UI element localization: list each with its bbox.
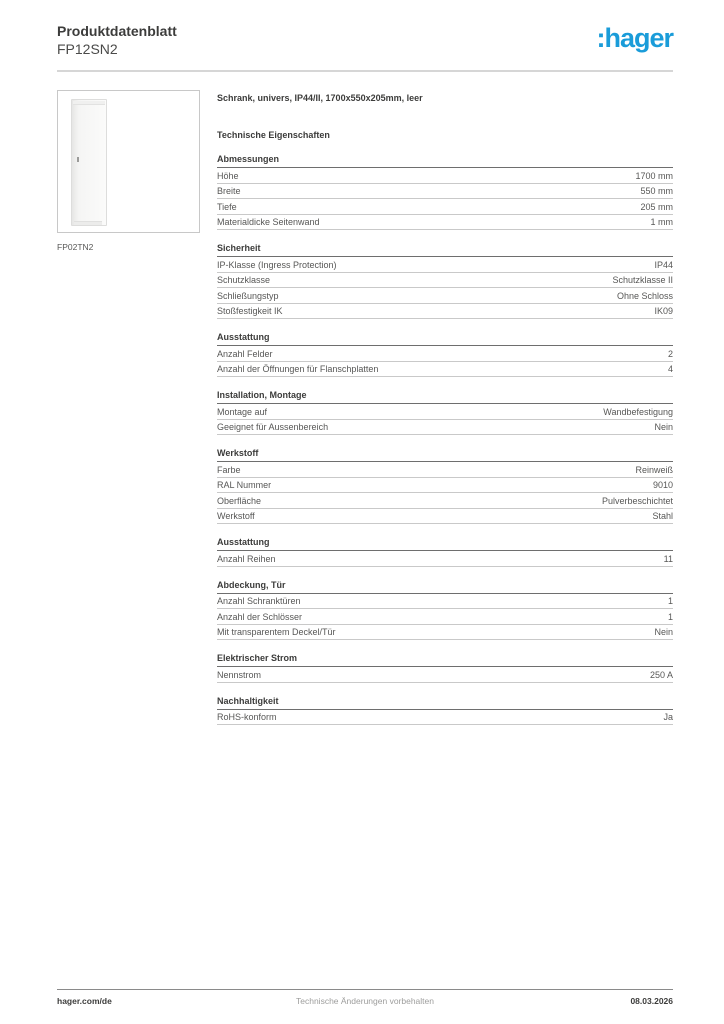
spec-section bbox=[217, 448, 673, 524]
section-title: Sicherheit bbox=[217, 243, 673, 257]
spec-row bbox=[217, 667, 673, 683]
spec-section bbox=[217, 580, 673, 641]
spec-value: Nein bbox=[654, 627, 673, 638]
section-title: Abdeckung, Tür bbox=[217, 580, 673, 594]
product-image bbox=[57, 90, 200, 233]
cabinet-hinge bbox=[77, 157, 79, 162]
spec-value: 1 bbox=[667, 596, 673, 607]
spec-value: 1700 mm bbox=[635, 170, 673, 181]
product-description: Schrank, univers, IP44/II, 1700x550x205mm, leer bbox=[217, 93, 423, 104]
spec-label: IP-Klasse (Ingress Protection) bbox=[217, 259, 337, 270]
spec-label: Anzahl der Schlösser bbox=[217, 611, 303, 622]
spec-row bbox=[217, 551, 673, 567]
spec-label: Breite bbox=[217, 186, 241, 197]
cabinet-illustration bbox=[71, 99, 107, 226]
spec-row bbox=[217, 215, 673, 231]
spec-label: Farbe bbox=[217, 464, 241, 475]
spec-value: 4 bbox=[667, 364, 673, 375]
footer-website-link[interactable]: hager.com/de bbox=[57, 996, 112, 1006]
spec-label: Stoßfestigkeit IK bbox=[217, 306, 283, 317]
cabinet-plinth bbox=[74, 221, 102, 225]
spec-value: 250 A bbox=[649, 669, 673, 680]
spec-label: Anzahl Schranktüren bbox=[217, 596, 301, 607]
spec-label: Anzahl der Öffnungen für Flanschplatten bbox=[217, 364, 379, 375]
tech-properties-heading: Technische Eigenschaften bbox=[217, 130, 330, 141]
spec-row bbox=[217, 710, 673, 726]
product-code: FP12SN2 bbox=[57, 41, 118, 58]
spec-value: Schutzklasse II bbox=[612, 275, 673, 286]
spec-value: Pulverbeschichtet bbox=[601, 495, 673, 506]
section-title: Ausstattung bbox=[217, 332, 673, 346]
spec-row bbox=[217, 625, 673, 641]
main-content bbox=[57, 90, 673, 738]
spec-section bbox=[217, 653, 673, 683]
spec-label: Schutzklasse bbox=[217, 275, 271, 286]
section-title: Nachhaltigkeit bbox=[217, 696, 673, 710]
spec-row bbox=[217, 346, 673, 362]
spec-value: Ja bbox=[663, 712, 673, 723]
spec-row bbox=[217, 288, 673, 304]
section-title: Installation, Montage bbox=[217, 390, 673, 404]
spec-value: 550 mm bbox=[640, 186, 673, 197]
spec-section bbox=[217, 332, 673, 377]
section-title: Abmessungen bbox=[217, 154, 673, 168]
spec-label: Mit transparentem Deckel/Tür bbox=[217, 627, 336, 638]
spec-row bbox=[217, 420, 673, 436]
spec-row bbox=[217, 199, 673, 215]
footer-date: 08.03.2026 bbox=[630, 996, 673, 1006]
spec-value: Stahl bbox=[652, 511, 673, 522]
spec-label: RAL Nummer bbox=[217, 480, 272, 491]
spec-label: Montage auf bbox=[217, 406, 268, 417]
spec-row bbox=[217, 257, 673, 273]
spec-row bbox=[217, 493, 673, 509]
spec-section bbox=[217, 390, 673, 435]
spec-row bbox=[217, 609, 673, 625]
spec-label: Oberfläche bbox=[217, 495, 262, 506]
spec-row bbox=[217, 478, 673, 494]
spec-section bbox=[217, 696, 673, 726]
page-title: Produktdatenblatt bbox=[57, 23, 177, 39]
spec-label: Nennstrom bbox=[217, 669, 262, 680]
spec-label: Geeignet für Aussenbereich bbox=[217, 422, 329, 433]
spec-row bbox=[217, 304, 673, 320]
spec-row bbox=[217, 184, 673, 200]
hager-logo: :hager bbox=[596, 23, 673, 53]
spec-label: Anzahl Felder bbox=[217, 348, 273, 359]
spec-label: Anzahl Reihen bbox=[217, 553, 276, 564]
spec-label: Materialdicke Seitenwand bbox=[217, 217, 320, 228]
spec-column bbox=[217, 90, 673, 738]
cabinet-top-edge bbox=[73, 101, 105, 105]
spec-section bbox=[217, 537, 673, 567]
spec-value: 11 bbox=[663, 553, 673, 564]
spec-value: Nein bbox=[654, 422, 673, 433]
image-caption: FP02TN2 bbox=[57, 242, 94, 253]
document-footer bbox=[57, 989, 673, 1006]
spec-value: Wandbefestigung bbox=[603, 406, 673, 417]
document-header bbox=[57, 22, 673, 72]
spec-row bbox=[217, 273, 673, 289]
spec-row bbox=[217, 594, 673, 610]
product-image-column bbox=[57, 90, 200, 738]
footer-disclaimer: Technische Änderungen vorbehalten bbox=[296, 996, 434, 1006]
spec-row bbox=[217, 404, 673, 420]
spec-value: 9010 bbox=[652, 480, 673, 491]
spec-section bbox=[217, 243, 673, 319]
spec-section bbox=[217, 154, 673, 230]
title-block bbox=[57, 22, 177, 58]
spec-label: Werkstoff bbox=[217, 511, 255, 522]
section-title: Elektrischer Strom bbox=[217, 653, 673, 667]
spec-label: RoHS-konform bbox=[217, 712, 277, 723]
spec-value: 1 bbox=[667, 611, 673, 622]
spec-row bbox=[217, 362, 673, 378]
section-title: Werkstoff bbox=[217, 448, 673, 462]
spec-row bbox=[217, 462, 673, 478]
spec-row bbox=[217, 509, 673, 525]
spec-value: Reinweiß bbox=[635, 464, 673, 475]
spec-label: Tiefe bbox=[217, 201, 237, 212]
spec-value: Ohne Schloss bbox=[616, 290, 673, 301]
spec-sections bbox=[217, 154, 673, 725]
spec-value: IP44 bbox=[654, 259, 673, 270]
spec-value: 1 mm bbox=[650, 217, 673, 228]
spec-value: IK09 bbox=[654, 306, 673, 317]
spec-value: 2 bbox=[667, 348, 673, 359]
spec-label: Schließungstyp bbox=[217, 290, 279, 301]
spec-row bbox=[217, 168, 673, 184]
spec-label: Höhe bbox=[217, 170, 239, 181]
section-title: Ausstattung bbox=[217, 537, 673, 551]
spec-value: 205 mm bbox=[640, 201, 673, 212]
